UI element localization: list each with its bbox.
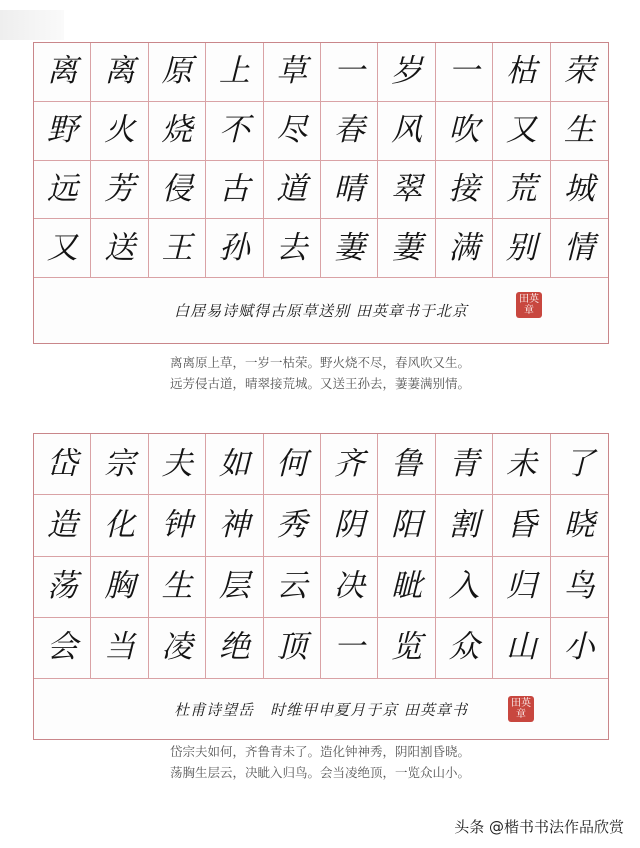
grid-cell: 阳 [378,495,435,556]
grid-cell: 芳 [91,161,148,220]
grid-cell: 侵 [149,161,206,220]
grid-cell: 宗 [91,434,148,495]
grid-cell: 尽 [264,102,321,161]
grid-cell: 会 [34,618,91,679]
grid-cell: 化 [91,495,148,556]
grid-cell: 远 [34,161,91,220]
grid-cell: 夫 [149,434,206,495]
grid-cell: 云 [264,557,321,618]
grid-cell: 决 [321,557,378,618]
caption-1-line-2: 远芳侵古道，晴翠接荒城。又送王孙去，萋萋满别情。 [169,376,470,391]
grid-cell: 晴 [321,161,378,220]
grid-cell: 凌 [149,618,206,679]
grid-cell: 枯 [493,43,550,102]
seal-2 [508,696,534,722]
grid-cell: 阴 [321,495,378,556]
grid-cell: 烧 [149,102,206,161]
grid-cell: 风 [378,102,435,161]
grid-cell: 去 [264,219,321,278]
grid-cell: 当 [91,618,148,679]
top-left-mark [0,10,64,40]
character-grid-2 [34,434,608,679]
grid-cell: 上 [206,43,263,102]
grid-cell: 别 [493,219,550,278]
grid-cell: 接 [436,161,493,220]
grid-cell: 秀 [264,495,321,556]
grid-cell: 造 [34,495,91,556]
grid-cell: 鲁 [378,434,435,495]
grid-cell: 岱 [34,434,91,495]
seal-text-2: 田英章 [511,698,531,720]
grid-cell: 钟 [149,495,206,556]
grid-cell: 王 [149,219,206,278]
grid-cell: 生 [149,557,206,618]
grid-cell: 离 [91,43,148,102]
signature-text-1: 白居易诗赋得古原草送别 田英章书于北京 [174,301,468,320]
grid-cell: 萋 [321,219,378,278]
grid-cell: 生 [551,102,608,161]
grid-cell: 又 [34,219,91,278]
grid-cell: 眦 [378,557,435,618]
seal-text-1: 田英章 [519,294,539,316]
grid-cell: 如 [206,434,263,495]
grid-cell: 离 [34,43,91,102]
grid-cell: 了 [551,434,608,495]
signature-text-2: 杜甫诗望岳 时维甲申夏月于京 田英章书 [174,700,468,719]
grid-cell: 荣 [551,43,608,102]
grid-cell: 青 [436,434,493,495]
grid-cell: 情 [551,219,608,278]
grid-cell: 火 [91,102,148,161]
grid-cell: 何 [264,434,321,495]
grid-cell: 满 [436,219,493,278]
grid-cell: 原 [149,43,206,102]
grid-cell: 荒 [493,161,550,220]
grid-cell: 岁 [378,43,435,102]
grid-cell: 割 [436,495,493,556]
grid-cell: 胸 [91,557,148,618]
grid-cell: 鸟 [551,557,608,618]
grid-cell: 绝 [206,618,263,679]
caption-2-line-1: 岱宗夫如何，齐鲁青未了。造化钟神秀，阴阳割昏晓。 [169,744,470,759]
grid-cell: 一 [321,43,378,102]
grid-cell: 层 [206,557,263,618]
grid-cell: 送 [91,219,148,278]
grid-cell: 草 [264,43,321,102]
caption-2-line-2: 荡胸生层云，决眦入归鸟。会当凌绝顶，一览众山小。 [169,765,470,780]
grid-cell: 萋 [378,219,435,278]
grid-cell: 昏 [493,495,550,556]
grid-cell: 山 [493,618,550,679]
grid-cell: 神 [206,495,263,556]
grid-cell: 小 [551,618,608,679]
grid-cell: 翠 [378,161,435,220]
grid-cell: 顶 [264,618,321,679]
caption-1-line-1: 离离原上草，一岁一枯荣。野火烧不尽，春风吹又生。 [169,355,470,370]
grid-cell: 览 [378,618,435,679]
grid-cell: 吹 [436,102,493,161]
grid-cell: 道 [264,161,321,220]
grid-cell: 齐 [321,434,378,495]
grid-cell: 春 [321,102,378,161]
grid-cell: 城 [551,161,608,220]
grid-cell: 不 [206,102,263,161]
grid-cell: 众 [436,618,493,679]
calligraphy-sheet-2 [33,433,609,740]
calligraphy-sheet-1 [33,42,609,344]
grid-cell: 晓 [551,495,608,556]
grid-cell: 入 [436,557,493,618]
seal-1 [516,292,542,318]
grid-cell: 荡 [34,557,91,618]
grid-cell: 一 [436,43,493,102]
grid-cell: 又 [493,102,550,161]
grid-cell: 古 [206,161,263,220]
grid-cell: 一 [321,618,378,679]
watermark: 头条 @楷书书法作品欣赏 [450,815,628,838]
caption-2 [0,741,640,783]
character-grid-1 [34,43,608,278]
grid-cell: 归 [493,557,550,618]
grid-cell: 孙 [206,219,263,278]
grid-cell: 未 [493,434,550,495]
grid-cell: 野 [34,102,91,161]
caption-1 [0,352,640,394]
